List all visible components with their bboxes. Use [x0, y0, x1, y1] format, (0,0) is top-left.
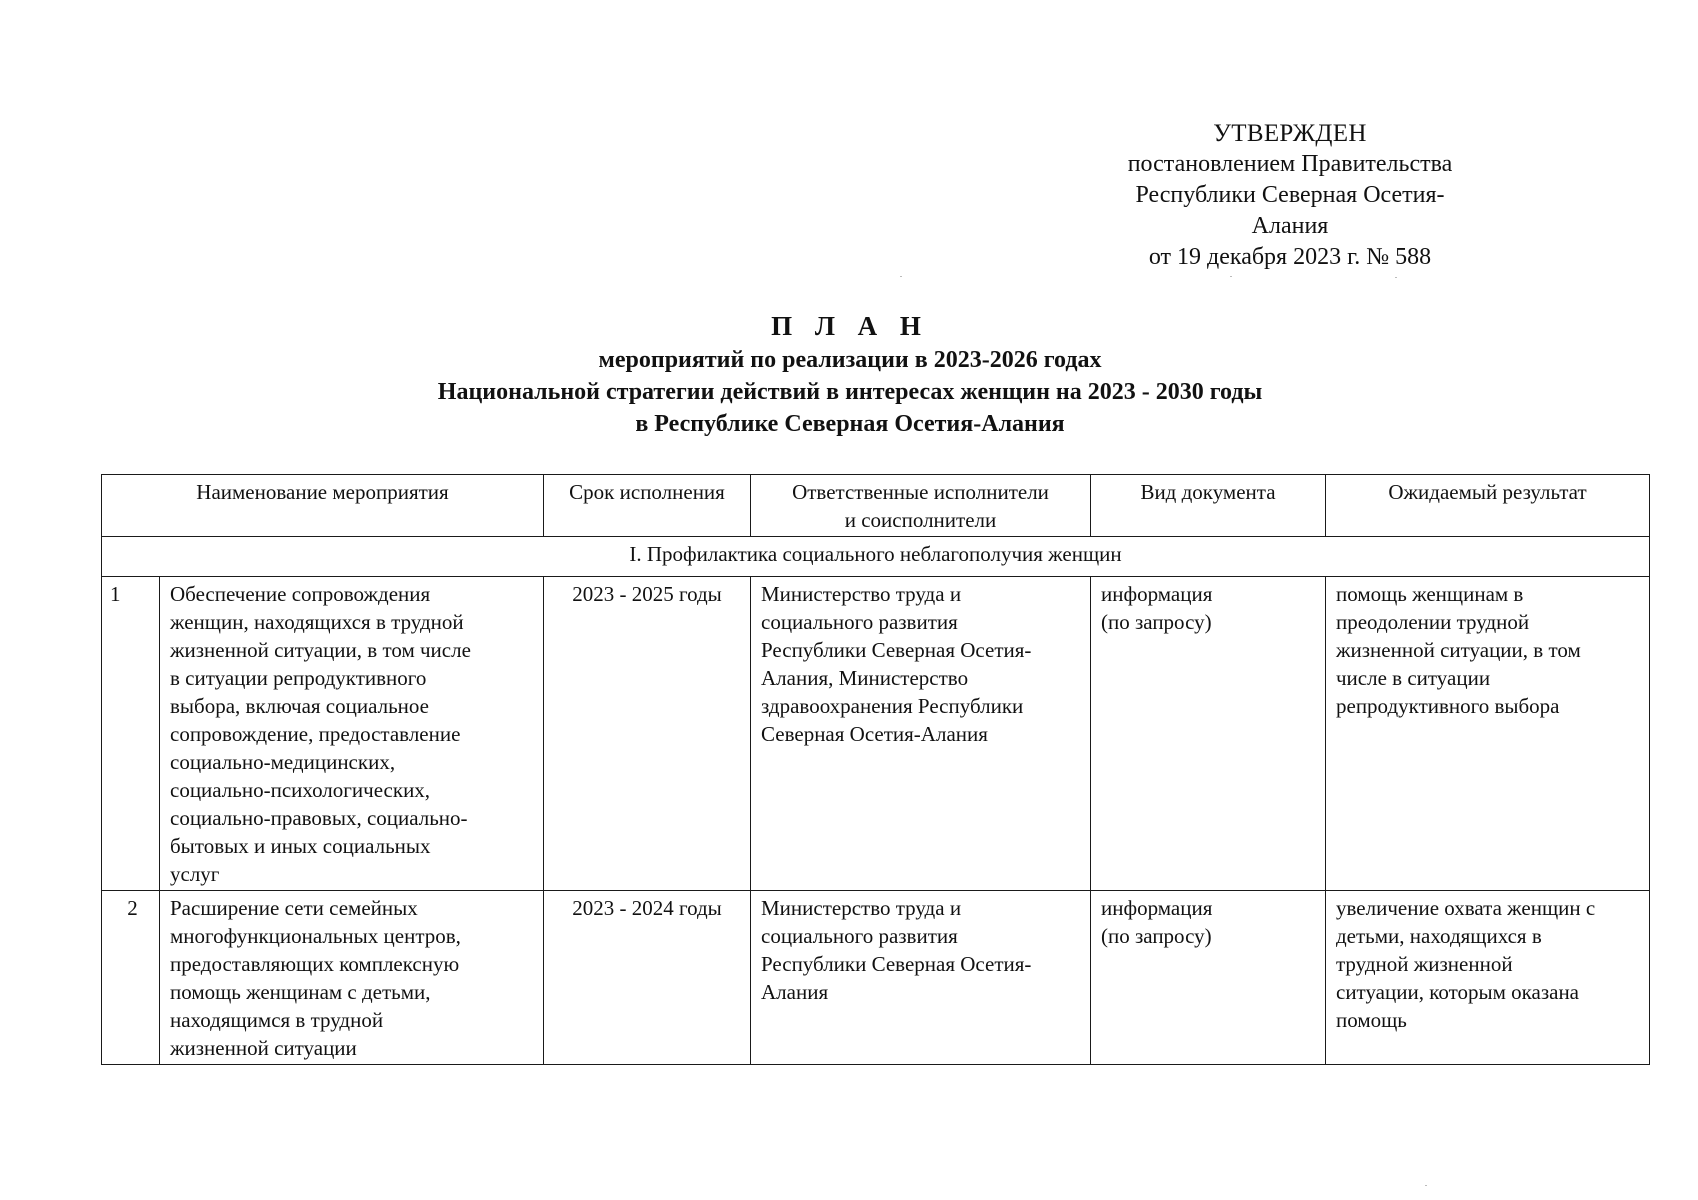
row-responsible-line: Республики Северная Осетия-: [761, 638, 1032, 662]
row-result-line: числе в ситуации: [1336, 666, 1491, 690]
table-row: [102, 577, 1650, 891]
row-term: 2023 - 2024 годы: [544, 891, 751, 1065]
row-doc-line: (по запросу): [1101, 924, 1212, 948]
row-name-line: выбора, включая социальное: [170, 694, 429, 718]
row-result-line: трудной жизненной: [1336, 952, 1513, 976]
header-responsible-line-1: Ответственные исполнители: [792, 480, 1049, 504]
row-name-line: социально-медицинских,: [170, 750, 396, 774]
row-result-line: жизненной ситуации, в том: [1336, 638, 1581, 662]
row-name-line: в ситуации репродуктивного: [170, 666, 427, 690]
plan-heading: [100, 308, 1600, 440]
row-name-line: женщин, находящихся в трудной: [170, 610, 464, 634]
row-name-line: жизненной ситуации: [170, 1036, 357, 1060]
header-term: Срок исполнения: [544, 475, 751, 537]
section-row: [102, 537, 1650, 577]
row-result-line: ситуации, которым оказана: [1336, 980, 1580, 1004]
row-doc-type: [1091, 891, 1326, 1065]
row-responsible-line: Министерство труда и: [761, 582, 962, 606]
scan-speck: [1230, 276, 1232, 277]
row-name-line: Расширение сети семейных: [170, 896, 418, 920]
section-title: I. Профилактика социального неблагополучия женщин: [102, 537, 1650, 577]
row-name-line: Обеспечение сопровождения: [170, 582, 431, 606]
row-responsible-line: Республики Северная Осетия-: [761, 952, 1032, 976]
row-responsible-line: Северная Осетия-Алания: [761, 722, 988, 746]
row-name-line: бытовых и иных социальных: [170, 834, 431, 858]
row-name-line: помощь женщинам с детьми,: [170, 980, 431, 1004]
row-doc-line: информация: [1101, 582, 1213, 606]
row-responsible-line: социального развития: [761, 924, 958, 948]
row-responsible-line: Министерство труда и: [761, 896, 962, 920]
row-responsible-line: социального развития: [761, 610, 958, 634]
header-doc-type: Вид документа: [1091, 475, 1326, 537]
row-number: 2: [102, 891, 160, 1065]
row-responsible: [751, 577, 1091, 891]
row-responsible-line: Алания, Министерство: [761, 666, 969, 690]
row-name-line: сопровождение, предоставление: [170, 722, 461, 746]
row-name-line: социально-психологических,: [170, 778, 431, 802]
approval-line-1: постановлением Правительства: [1127, 151, 1453, 177]
header-responsible: [751, 475, 1091, 537]
plan-subtitle-1: мероприятий по реализации в 2023-2026 годах: [598, 347, 1102, 373]
plan-title: П Л А Н: [771, 311, 929, 341]
approval-title: УТВЕРЖДЕН: [1213, 120, 1367, 147]
row-responsible-line: Алания: [761, 980, 829, 1004]
plan-subtitle-3: в Республике Северная Осетия-Алания: [635, 411, 1065, 437]
row-number: 1: [102, 577, 160, 891]
row-result: [1326, 891, 1650, 1065]
row-result-line: увеличение охвата женщин с: [1336, 896, 1596, 920]
row-result-line: помощь женщинам в: [1336, 582, 1524, 606]
approval-line-3: от 19 декабря 2023 г. № 588: [1148, 244, 1432, 270]
header-result: Ожидаемый результат: [1326, 475, 1650, 537]
row-name-line: социально-правовых, социально-: [170, 806, 468, 830]
row-name-line: услуг: [170, 862, 220, 886]
row-name-line: многофункциональных центров,: [170, 924, 461, 948]
plan-table: [101, 474, 1650, 1065]
row-name: [160, 891, 544, 1065]
approval-line-2: Республики Северная Осетия-Алания: [1135, 182, 1445, 239]
row-doc-line: информация: [1101, 896, 1213, 920]
row-result-line: детьми, находящихся в: [1336, 924, 1542, 948]
row-name-line: предоставляющих комплексную: [170, 952, 460, 976]
table-header-row: [102, 475, 1650, 537]
scan-speck: [1395, 277, 1397, 278]
header-responsible-line-2: и соисполнители: [844, 508, 997, 532]
table-row: [102, 891, 1650, 1065]
row-name: [160, 577, 544, 891]
scan-speck: [900, 276, 902, 277]
row-term: 2023 - 2025 годы: [544, 577, 751, 891]
row-result-line: помощь: [1336, 1008, 1407, 1032]
row-name-line: находящимся в трудной: [170, 1008, 384, 1032]
plan-subtitle-2: Национальной стратегии действий в интересах женщин на 2023 - 2030 годы: [437, 379, 1263, 405]
scan-speck: [1425, 1185, 1427, 1186]
row-result-line: преодолении трудной: [1336, 610, 1530, 634]
row-doc-line: (по запросу): [1101, 610, 1212, 634]
header-name: Наименование мероприятия: [102, 475, 544, 537]
row-responsible-line: здравоохранения Республики: [761, 694, 1024, 718]
row-name-line: жизненной ситуации, в том числе: [170, 638, 471, 662]
row-doc-type: [1091, 577, 1326, 891]
approval-block: [1100, 118, 1480, 273]
row-responsible: [751, 891, 1091, 1065]
row-result: [1326, 577, 1650, 891]
row-result-line: репродуктивного выбора: [1336, 694, 1560, 718]
